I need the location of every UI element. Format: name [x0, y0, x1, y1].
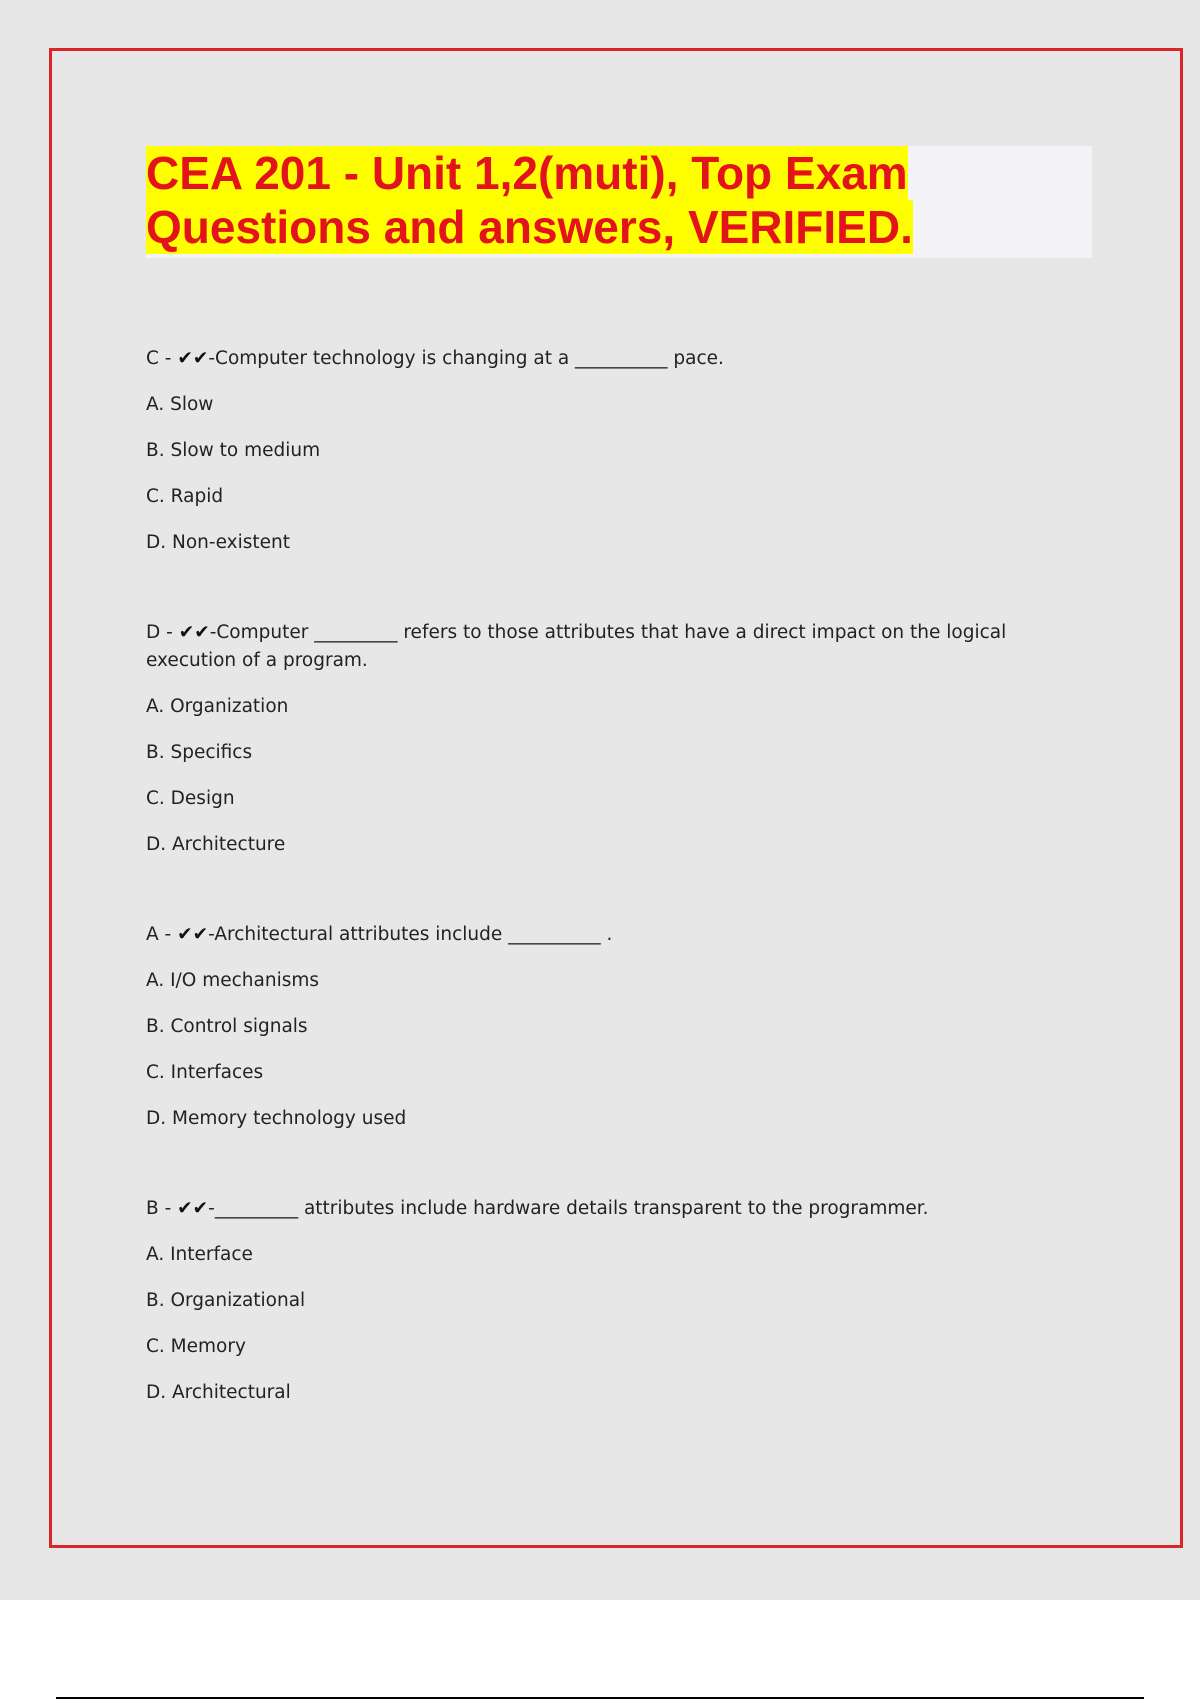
option-a: A. Slow	[146, 394, 214, 415]
option-b: B. Organizational	[146, 1290, 306, 1311]
option-c: C. Design	[146, 788, 235, 809]
answer-letter: D	[146, 622, 161, 643]
option-d: D. Architectural	[146, 1382, 291, 1403]
checkmark-icon: ✔✔	[177, 348, 209, 369]
title-line-2: Questions and answers, VERIFIED.	[146, 201, 913, 253]
answer-letter: A	[146, 924, 159, 945]
checkmark-icon: ✔✔	[178, 622, 210, 643]
spacer	[146, 557, 1046, 619]
option-c: C. Interfaces	[146, 1062, 264, 1083]
spacer	[146, 859, 1046, 921]
checkmark-icon: ✔✔	[177, 924, 209, 945]
option-d: D. Memory technology used	[146, 1108, 407, 1129]
question-4-text	[146, 1195, 1046, 1223]
question-2-text	[146, 619, 1046, 675]
question-4	[146, 1195, 1046, 1407]
option-b: B. Control signals	[146, 1016, 308, 1037]
checkmark-icon: ✔✔	[177, 1198, 209, 1219]
answer-letter: C	[146, 348, 159, 369]
question-1	[146, 345, 1046, 557]
option-d: D. Architecture	[146, 834, 286, 855]
question-prompt: -Architectural attributes include __________ .	[208, 924, 613, 945]
option-b: B. Slow to medium	[146, 440, 321, 461]
question-1-text	[146, 345, 1046, 373]
option-a: A. Interface	[146, 1244, 253, 1265]
spacer	[146, 1133, 1046, 1195]
question-2	[146, 619, 1046, 859]
option-b: B. Specifics	[146, 742, 253, 763]
document-title	[146, 146, 913, 254]
question-prompt: -Computer technology is changing at a __________ pace.	[208, 348, 724, 369]
answer-separator: -	[158, 924, 178, 945]
answer-letter: B	[146, 1198, 159, 1219]
option-c: C. Rapid	[146, 486, 224, 507]
answer-separator: -	[158, 348, 178, 369]
option-a: A. I/O mechanisms	[146, 970, 320, 991]
question-list	[146, 345, 1046, 1407]
option-a: A. Organization	[146, 696, 289, 717]
question-prompt: -Computer _________ refers to those attributes that have a direct impact on the logical execution of a program.	[146, 622, 1007, 671]
question-3-text	[146, 921, 1046, 949]
title-line-1: CEA 201 - Unit 1,2(muti), Top Exam	[146, 147, 908, 199]
option-d: D. Non-existent	[146, 532, 290, 553]
question-prompt: -_________ attributes include hardware details transparent to the programmer.	[208, 1198, 929, 1219]
option-c: C. Memory	[146, 1336, 246, 1357]
question-3	[146, 921, 1046, 1133]
answer-separator: -	[158, 1198, 178, 1219]
footer-divider	[56, 1697, 1144, 1699]
answer-separator: -	[160, 622, 179, 643]
